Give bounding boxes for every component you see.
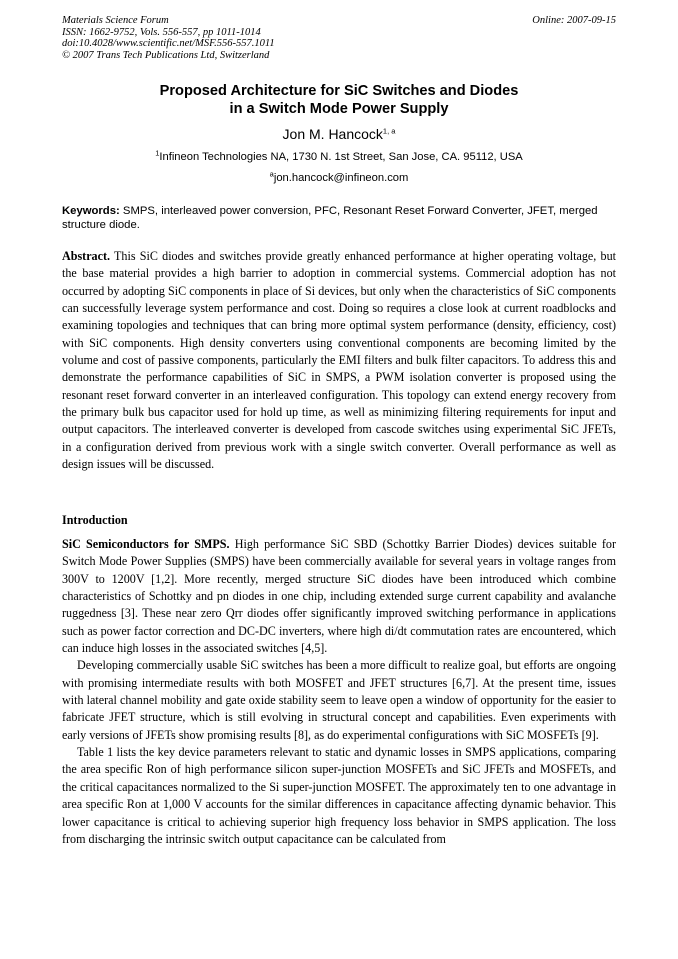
abstract-text: This SiC diodes and switches provide greatly enhanced performance at higher operating voltage, but the base material provides a high barrier to adoption in commercial systems. Commercial adoption has not occurred by adopting SiC components in place of Si devices, but only when the characteristics of SiC components can successfully leverage system performance and cost. Doing so requires a close look at current roadblocks and examining topologies and techniques that can bring more optimal system performance (density, efficiency, cost) with SiC components. High density converters using conventional components are becoming limited by the volume and cost of passive components, particularly the EMI filters and bulk filter capacitors. To address this and demonstrate the performance capabilities of SiC in SMPS, a PWM isolation converter is proposed using the resonant reset forward converter in an interleaved configuration. This topology can extend energy recovery from the primary bulk bus capacitor used for hold up time, as well as minimizing filtering requirements for input and output capacitors. The interleaved converter is developed from cascode switches using experimental SiC JFETs, in a configuration derived from previous work with a single switch converter. Overall performance as well as design issues will be discussed. [62,249,616,472]
author-superscript: 1, a [382,126,396,136]
email-line [62,171,616,185]
title-line-1: Proposed Architecture for SiC Switches and Diodes [159,83,519,99]
journal-header [62,15,275,61]
issn-line: ISSN: 1662-9752, Vols. 556-557, pp 1011-1014 [62,26,261,38]
author-line [62,125,616,143]
section-heading-introduction: Introduction [62,513,128,527]
paper-title [62,82,616,118]
introduction-body [62,536,616,848]
author-email: jon.hancock@infineon.com [273,172,409,184]
doi-line: doi:10.4028/www.scientific.net/MSF.556-557.1011 [62,38,275,50]
affiliation-line [62,150,616,164]
intro-paragraph-2: Developing commercially usable SiC switches has been a more difficult to realize goal, but efforts are ongoing with promising intermediate results with both MOSFET and JFET structures [6,7]. At the present time, issues with lateral channel mobility and gate oxide stability seem to leave open a window of opportunity for the easier to fabricate JFET structure, which is still evolving in structural concept and capabilities. Even experiments with early versions of JFETs show promising results [8], as do experimental configurations with SiC MOSFETs [9]. [62,658,616,742]
intro-paragraph-3: Table 1 lists the key device parameters relevant to static and dynamic losses in SMPS applications, comparing the area specific Ron of high performance silicon super-junction MOSFETs and SiC JFETs and MOSFETs, and the critical capacitances normalized to the Si super-junction MOSFET. The approximately ten to one advantage in area specific Ron at 1,000 V accounts for the similar differences in capacitance affecting dynamic behavior. This lower capacitance is critical to achieving superior high frequency loss behavior in SMPS application. The loss from discharging the intrinsic switch output capacitance can be calculated from [62,745,616,846]
abstract-label: Abstract. [62,249,111,263]
affiliation: Infineon Technologies NA, 1730 N. 1st Street, San Jose, CA. 95112, USA [159,151,523,163]
journal-name: Materials Science Forum [62,15,169,26]
keywords-label: Keywords: [62,205,120,217]
title-line-2: in a Switch Mode Power Supply [229,101,449,117]
author-name: Jon M. Hancock [282,126,383,142]
email-superscript: a [269,169,274,179]
keywords-text: SMPS, interleaved power conversion, PFC, Resonant Reset Forward Converter, JFET, merged structure diode. [62,205,598,231]
intro-paragraph-1-text: High performance SiC SBD (Schottky Barrier Diodes) devices suitable for Switch Mode Power Supplies (SMPS) have been commercially available for several years in voltage ranges from 300V to 1200V [1,2]. More recently, merged structure SiC diodes have been introduced which combine characteristics of Schottky and pn diodes in one chip, including extended surge current capability and avalanche ruggedness [3]. These near zero Qrr diodes offer significantly improved switching performance in applications such as power factor correction and DC-DC inverters, where high di/dt commutation rates are encountered, which can induce high losses in the associated switches [4,5]. [62,537,616,656]
keywords [62,205,616,232]
affiliation-superscript: 1 [155,148,160,158]
abstract [62,248,616,473]
intro-paragraph-1-lead: SiC Semiconductors for SMPS. [62,537,230,551]
copyright-line: © 2007 Trans Tech Publications Ltd, Switzerland [62,49,270,61]
intro-paragraph-1 [62,536,616,657]
online-date: Online: 2007-09-15 [532,15,616,26]
